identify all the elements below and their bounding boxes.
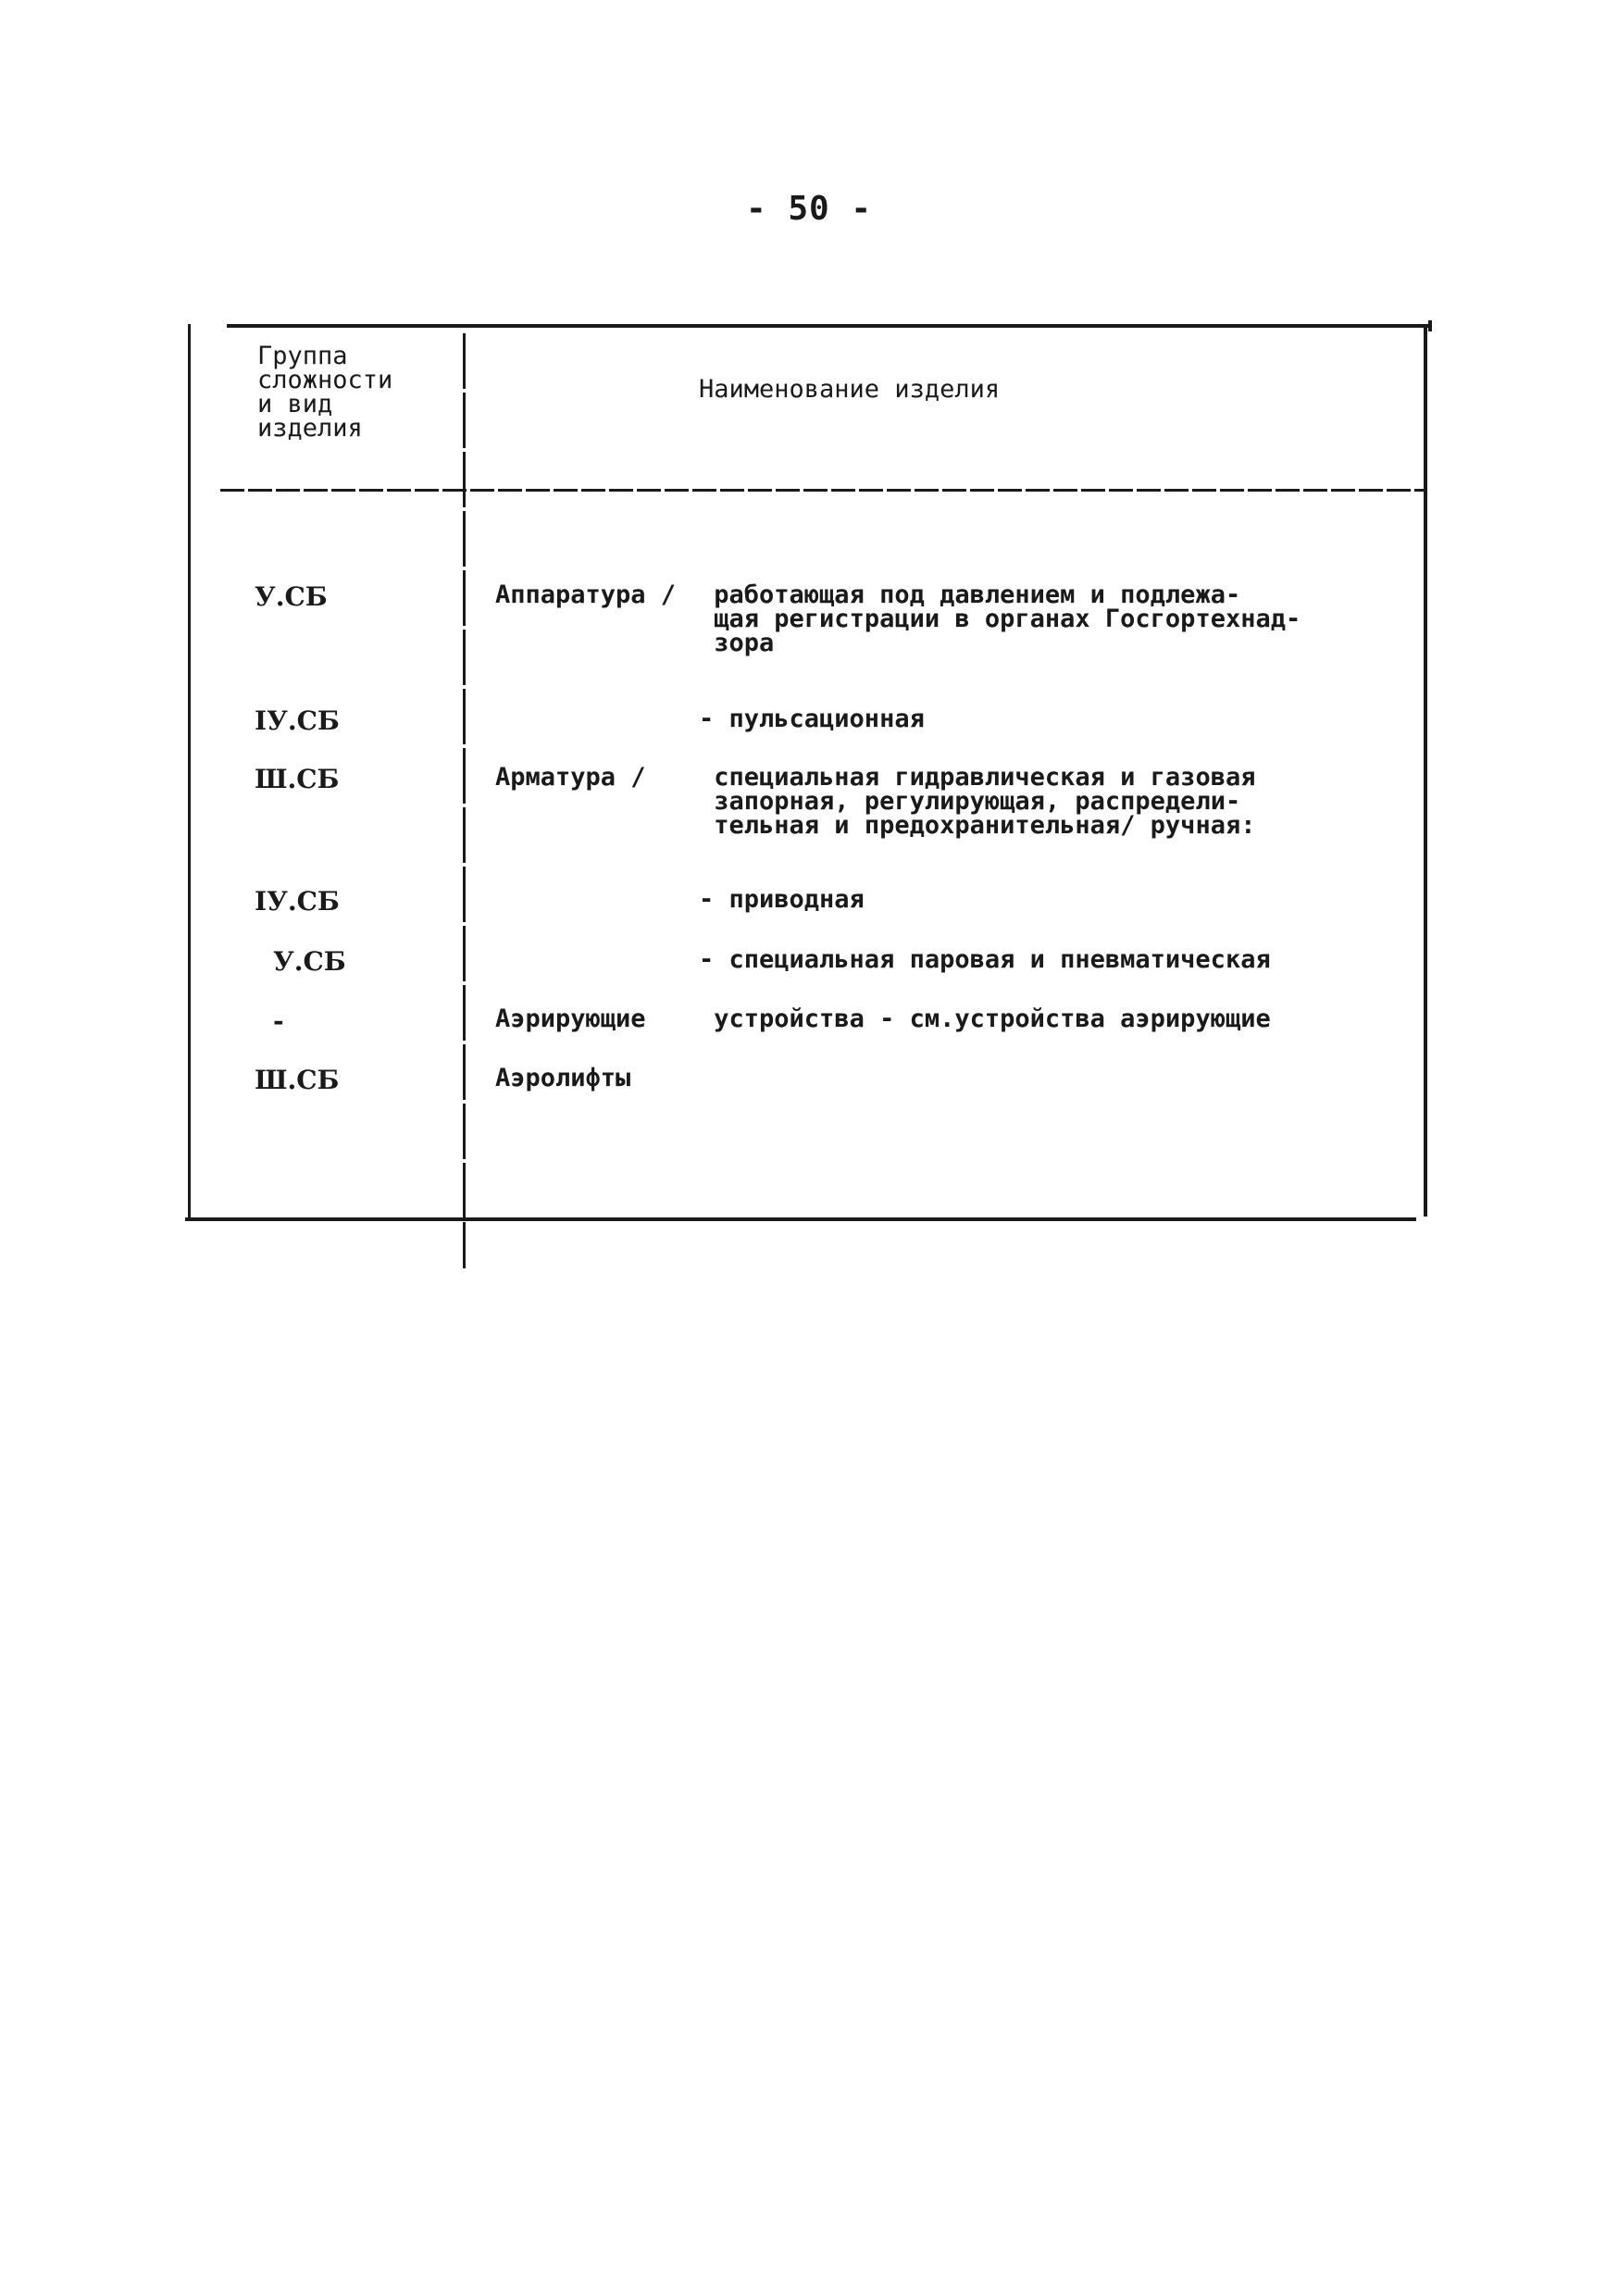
table-left-border	[188, 324, 191, 1220]
table-bottom-border	[185, 1217, 1416, 1221]
row-line: специальная гидравлическая и газовая	[714, 763, 1256, 792]
row-line: - пульсационная	[699, 705, 925, 733]
row-code: Ш.СБ	[255, 1065, 340, 1095]
row-code: -	[273, 1005, 284, 1036]
header-col1-line: сложности	[257, 366, 393, 394]
row-line: тельная и предохранительная/ ручная:	[714, 811, 1256, 840]
row-prefix: Аэролифты	[495, 1064, 631, 1092]
row-line: работающая под давлением и подлежа-	[714, 580, 1241, 609]
row-body	[699, 945, 1271, 974]
table-row	[495, 1004, 1271, 1033]
row-code: IУ.СБ	[255, 705, 340, 736]
row-body	[699, 707, 925, 731]
row-code: Ш.СБ	[255, 764, 340, 794]
row-line: устройства - см.устройства аэрирующие	[714, 1004, 1271, 1033]
row-prefix: Аэрирующие	[495, 1004, 646, 1033]
header-product-name: Наименование изделия	[699, 375, 1001, 404]
table-row	[495, 1064, 631, 1092]
row-body	[714, 1004, 1271, 1033]
page-number: - 50 -	[745, 190, 873, 228]
row-prefix: Арматура /	[495, 763, 646, 792]
product-table	[185, 324, 1425, 1227]
table-row	[699, 885, 865, 914]
row-body	[699, 885, 865, 914]
row-line: запорная, регулирующая, распредели-	[714, 787, 1241, 816]
row-line: - приводная	[699, 885, 865, 914]
table-top-tick	[1428, 320, 1432, 331]
header-col1-line: и вид	[257, 390, 333, 418]
header-divider	[220, 489, 1424, 492]
row-line: зора	[714, 629, 775, 657]
header-col1-line: изделия	[257, 414, 363, 443]
table-top-border	[227, 324, 1430, 328]
table-row	[495, 580, 1301, 657]
row-line: - специальная паровая и пневматическая	[699, 945, 1271, 974]
row-code: У.СБ	[255, 581, 328, 612]
row-code: У.СБ	[273, 946, 346, 977]
row-body	[714, 763, 1256, 840]
table-row	[699, 707, 925, 731]
column-divider	[463, 333, 466, 1268]
row-code: IУ.СБ	[255, 886, 340, 917]
header-col1-line: Группа	[257, 342, 348, 370]
row-body	[714, 580, 1301, 657]
table-row	[699, 945, 1271, 974]
row-prefix: Аппаратура /	[495, 580, 677, 609]
table-row	[495, 763, 1256, 840]
table-right-border	[1424, 328, 1427, 1217]
header-group-complexity	[257, 344, 442, 441]
row-line: щая регистрации в органах Госгортехнад-	[714, 605, 1301, 633]
